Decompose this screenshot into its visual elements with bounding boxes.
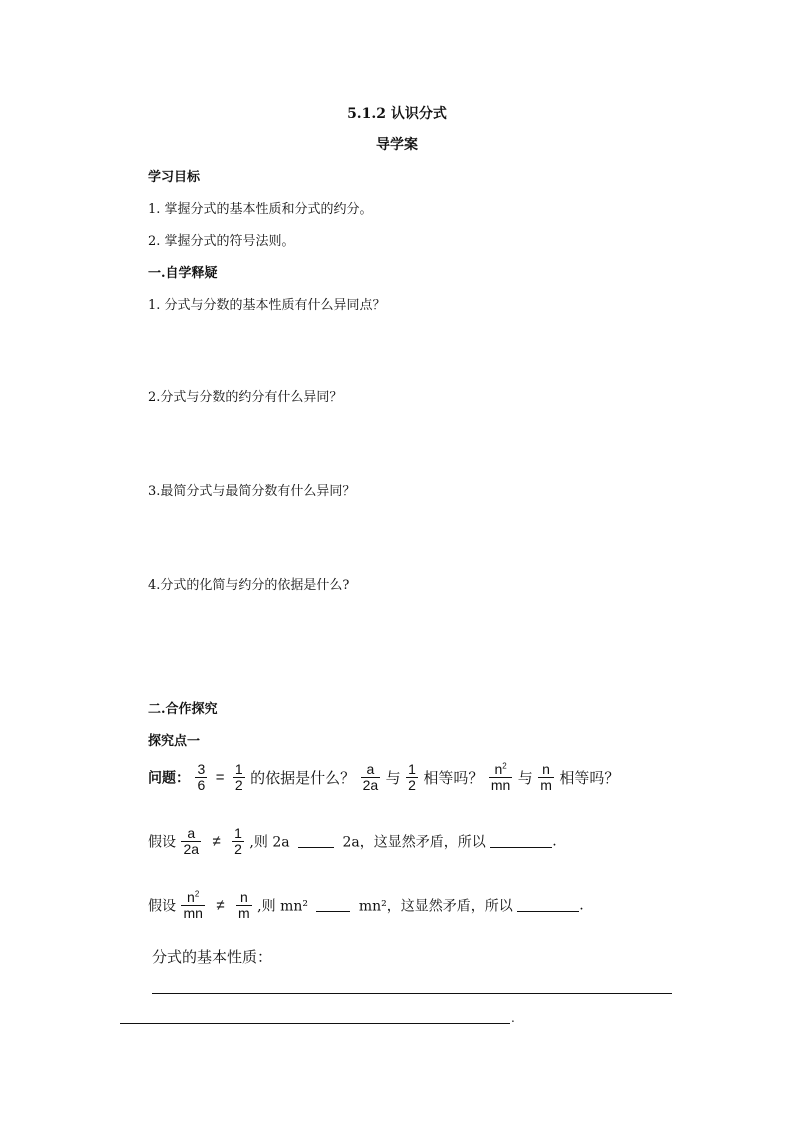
section2-heading: 二.合作探究: [148, 702, 218, 717]
explore-point-1: 探究点一: [148, 734, 201, 749]
assumption-line-2: [148, 890, 584, 921]
problem-text-3: 相等吗？: [559, 769, 620, 787]
question-2: 2.分式与分数的约分有什么异同？: [148, 390, 343, 405]
assume2-text-2: mn²，这显然矛盾，所以: [358, 898, 513, 915]
section1-heading: 一.自学释疑: [148, 266, 218, 281]
equals-sign: =: [215, 769, 225, 786]
assume2-end: .: [579, 897, 584, 914]
fraction-a-2a: $\frac{a}{2a}$: [362, 761, 379, 793]
assume1-fraction-1-2: $\frac{1}{2}$: [234, 825, 242, 857]
problem-line: [148, 762, 619, 793]
assume1-text-2: 2a，这显然矛盾，所以: [342, 834, 486, 851]
assume1-blank-1[interactable]: [298, 835, 334, 848]
page-title: 5.1.2 认识分式: [347, 106, 447, 122]
assume2-text-1: ,则 mn²: [257, 898, 308, 915]
fraction-3-6: $\frac{3}{6}$: [197, 761, 206, 793]
assume1-end: .: [552, 833, 557, 850]
goals-heading: 学习目标: [148, 170, 201, 185]
assume1-fraction-a-2a: $\frac{a}{2a}$: [183, 825, 200, 857]
assume2-blank-1[interactable]: [316, 899, 350, 912]
problem-label: 问题：: [148, 770, 190, 787]
assumption-line-1: [148, 826, 557, 857]
fraction-1-2: $\frac{1}{2}$: [234, 761, 243, 793]
goal-item-2: 2. 掌握分式的符号法则。: [148, 234, 295, 249]
assume1-text-1: ,则 2a: [249, 834, 290, 851]
assume1-prefix: 假设: [148, 834, 176, 851]
assume1-blank-2[interactable]: [490, 835, 552, 848]
property-label: 分式的基本性质：: [152, 948, 273, 966]
answer-line-end-dot: .: [511, 1011, 515, 1025]
assume2-prefix: 假设: [148, 898, 176, 915]
not-equal-sign-2: ≠: [216, 897, 225, 914]
goal-item-1: 1. 掌握分式的基本性质和分式的约分。: [148, 202, 373, 217]
problem-text-1: 的依据是什么？: [250, 769, 356, 787]
fraction-n2-mn: $\frac{n^2}{mn}$: [490, 761, 511, 793]
problem-text-2: 相等吗？: [423, 769, 484, 787]
page-subtitle: 导学案: [376, 137, 418, 153]
question-1: 1. 分式与分数的基本性质有什么异同点？: [148, 298, 386, 313]
question-3: 3.最简分式与最简分数有什么异同？: [148, 484, 356, 499]
answer-line-2[interactable]: [120, 1023, 510, 1024]
assume2-blank-2[interactable]: [517, 899, 579, 912]
answer-line-1[interactable]: [152, 993, 672, 994]
fraction-n-m: $\frac{n}{m}$: [540, 761, 552, 793]
assume2-fraction-n-m: $\frac{n}{m}$: [238, 889, 250, 921]
question-4: 4.分式的化简与约分的依据是什么?: [148, 578, 350, 593]
problem-yu-2: 与: [517, 769, 533, 787]
not-equal-sign-1: ≠: [212, 833, 221, 850]
problem-yu-1: 与: [385, 769, 401, 787]
assume2-fraction-n2-mn: $\frac{n^2}{mn}$: [183, 889, 203, 921]
fraction-1-2-b: $\frac{1}{2}$: [408, 761, 416, 793]
